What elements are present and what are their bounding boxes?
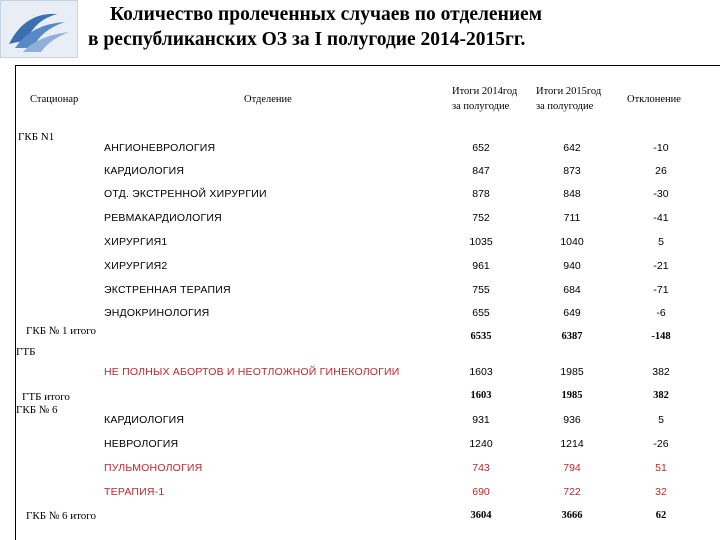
group-total-deviation: 382 (653, 390, 669, 401)
row-2014: 690 (472, 486, 490, 498)
row-dept: АНГИОНЕВРОЛОГИЯ (104, 142, 216, 154)
header-department: Отделение (244, 94, 292, 105)
row-deviation: -26 (653, 438, 669, 450)
row-dept: ХИРУРГИЯ2 (104, 260, 168, 272)
group-total-2014: 1603 (470, 390, 492, 401)
row-2015: 794 (563, 462, 581, 474)
row-deviation: 26 (655, 165, 667, 177)
row-dept: ХИРУРГИЯ1 (104, 236, 168, 248)
title-line-1: Количество пролеченных случаев по отделением (110, 4, 542, 25)
group-total-2015: 6387 (561, 331, 583, 342)
group-total-label: ГТБ итого (22, 391, 70, 403)
group-name-gkb1: ГКБ N1 (18, 131, 55, 143)
row-2015: 873 (563, 165, 581, 177)
row-2015: 936 (563, 414, 581, 426)
row-dept: ПУЛЬМОНОЛОГИЯ (104, 462, 203, 474)
row-deviation: 51 (655, 462, 667, 474)
row-deviation: -71 (653, 284, 669, 296)
row-dept: НЕ ПОЛНЫХ АБОРТОВ И НЕОТЛОЖНОЙ ГИНЕКОЛОГИИ (104, 366, 400, 378)
row-2015: 684 (563, 284, 581, 296)
row-deviation: -41 (653, 212, 669, 224)
group-total-2015: 3666 (561, 510, 583, 521)
row-2014: 743 (472, 462, 490, 474)
row-2015: 642 (563, 142, 581, 154)
row-deviation: -21 (653, 260, 669, 272)
row-2014: 755 (472, 284, 490, 296)
row-dept: КАРДИОЛОГИЯ (104, 414, 185, 426)
row-2015: 1985 (560, 366, 584, 378)
row-2015: 940 (563, 260, 581, 272)
row-2014: 652 (472, 142, 490, 154)
header-total-2015-line2: за полугодие (536, 101, 594, 112)
row-deviation: -30 (653, 188, 669, 200)
row-dept: РЕВМАКАРДИОЛОГИЯ (104, 212, 222, 224)
row-deviation: 382 (652, 366, 670, 378)
row-2015: 711 (563, 212, 581, 224)
row-2015: 1040 (560, 236, 584, 248)
group-total-2015: 1985 (561, 390, 583, 401)
row-2014: 878 (472, 188, 490, 200)
row-2015: 1214 (560, 438, 584, 450)
group-total-label: ГКБ № 1 итого (26, 325, 97, 337)
row-deviation: -10 (653, 142, 669, 154)
row-2014: 961 (472, 260, 490, 272)
row-2014: 847 (472, 165, 490, 177)
row-2015: 848 (563, 188, 581, 200)
group-total-label: ГКБ № 6 итого (26, 510, 97, 522)
group-total-2014: 3604 (470, 510, 492, 521)
row-2014: 655 (472, 307, 490, 319)
row-2014: 931 (472, 414, 490, 426)
row-2015: 649 (563, 307, 581, 319)
row-2014: 752 (472, 212, 490, 224)
row-deviation: -6 (656, 307, 666, 319)
row-deviation: 5 (658, 414, 664, 426)
group-total-deviation: -148 (651, 331, 671, 342)
row-dept: ЭНДОКРИНОЛОГИЯ (104, 307, 210, 319)
header-total-2014-line1: Итоги 2014год (452, 86, 518, 97)
row-dept: КАРДИОЛОГИЯ (104, 165, 185, 177)
header-stationary: Стационар (30, 94, 79, 105)
group-total-deviation: 62 (655, 510, 667, 521)
logo (0, 0, 78, 58)
header-total-2015-line1: Итоги 2015год (536, 86, 602, 97)
row-deviation: 32 (655, 486, 667, 498)
group-total-2014: 6535 (470, 331, 492, 342)
row-2014: 1603 (469, 366, 493, 378)
header-deviation: Отклонение (627, 94, 681, 105)
row-2014: 1240 (469, 438, 493, 450)
title-line-2: в республиканских ОЗ за I полугодие 2014-2015гг. (88, 29, 526, 50)
row-dept: ОТД. ЭКСТРЕННОЙ ХИРУРГИИ (104, 188, 267, 200)
row-dept: ЭКСТРЕННАЯ ТЕРАПИЯ (104, 284, 231, 296)
row-dept: ТЕРАПИЯ-1 (104, 486, 165, 498)
header-total-2014-line2: за полугодие (452, 101, 510, 112)
row-deviation: 5 (658, 236, 664, 248)
row-2014: 1035 (469, 236, 493, 248)
page-title (80, 2, 720, 52)
group-name-gtb: ГТБ (16, 346, 36, 358)
bird-logo-icon (5, 4, 75, 56)
group-name-gkb6: ГКБ № 6 (16, 404, 58, 416)
row-2015: 722 (563, 486, 581, 498)
row-dept: НЕВРОЛОГИЯ (104, 438, 179, 450)
